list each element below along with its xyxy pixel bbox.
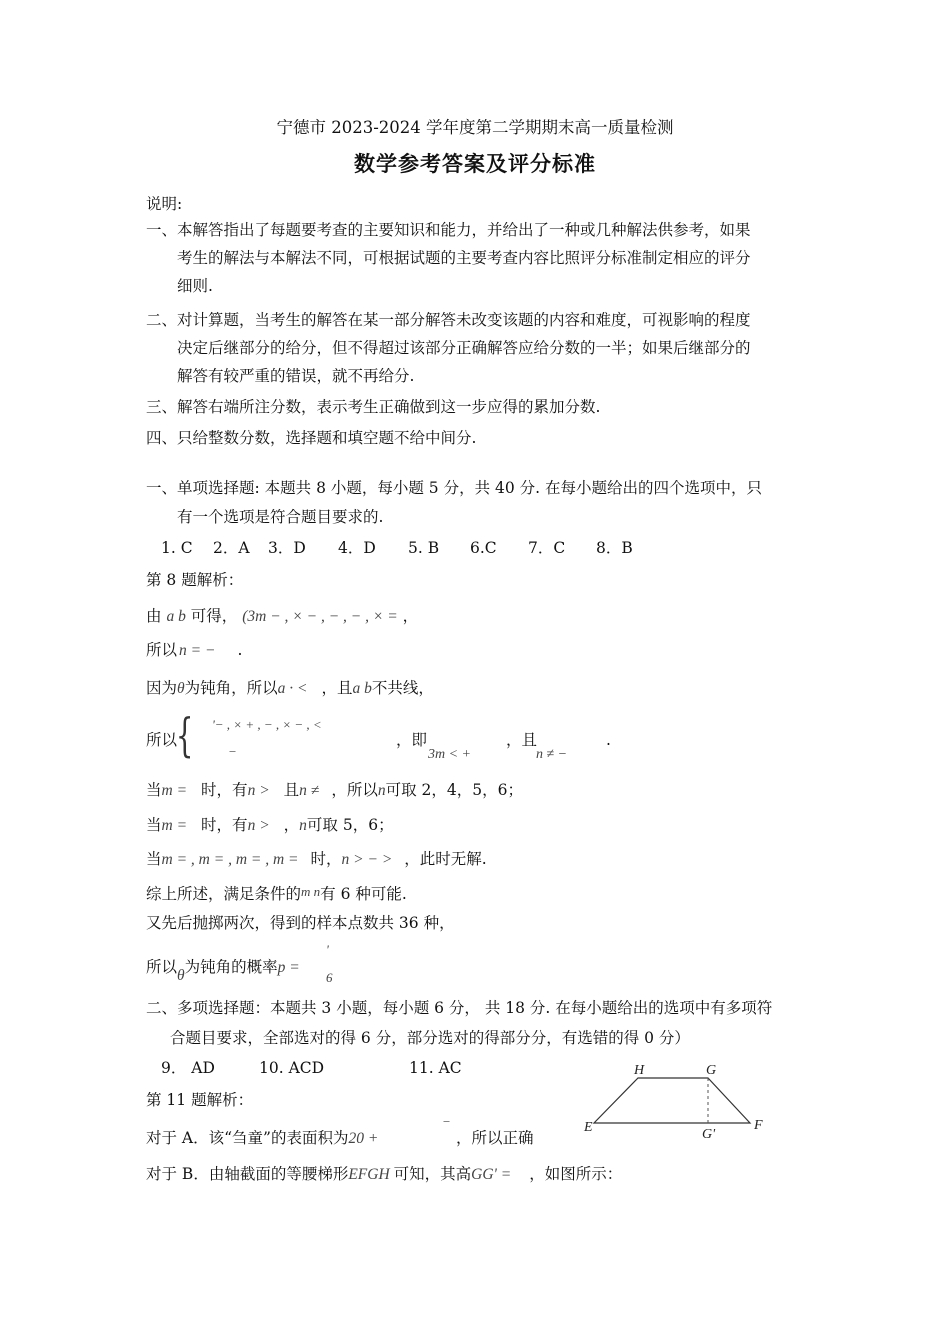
label-g: G bbox=[706, 1063, 717, 1078]
q8-line-2: 所以 n = − . bbox=[146, 641, 243, 659]
q8-heading: 第 8 题解析： bbox=[146, 571, 244, 589]
q8-system-row-1: '− , × + , − , × − , < bbox=[212, 717, 322, 732]
note-1-line-1: 一、本解答指出了每题要考查的主要知识和能力，并给出了一种或几种解法供参考，如果 bbox=[146, 221, 751, 239]
left-brace: { bbox=[175, 708, 194, 762]
notes-heading: 说明: bbox=[146, 195, 183, 213]
q8-system-row-2: − bbox=[228, 744, 237, 759]
answer-5: 5. B bbox=[408, 539, 440, 557]
q8-line-9: 又先后抛掷两次，得到的样本点数共 36 种， bbox=[146, 914, 455, 932]
note-4: 四、只给整数分数，选择题和填空题不给中间分. bbox=[146, 429, 477, 447]
answer-10: 10. ACD bbox=[259, 1059, 325, 1077]
q8-vectors-ab: a b bbox=[166, 608, 186, 625]
section-1-intro-line-2: 有一个选项是符合题目要求的. bbox=[177, 508, 384, 526]
section-2-answers bbox=[161, 1058, 462, 1078]
note-2-line-3: 解答有较严重的错误，就不再给分. bbox=[177, 367, 415, 385]
label-e: E bbox=[584, 1120, 593, 1135]
answer-8: 8．B bbox=[596, 539, 633, 557]
q8-n-not-equal: n ≠ − bbox=[536, 747, 568, 762]
label-h: H bbox=[634, 1063, 645, 1078]
label-g-prime: G' bbox=[702, 1127, 716, 1142]
answer-9: 9． AD bbox=[161, 1059, 215, 1077]
answer-1: 1. C bbox=[161, 539, 193, 557]
q8-collinear-equation: (3m − , × − , − , − , × = bbox=[242, 608, 398, 625]
note-2-line-2: 决定后继部分的给分，但不得超过该部分正确解答应给分数的一半；如果后继部分的 bbox=[177, 339, 751, 357]
answer-6: 6.C bbox=[470, 539, 497, 557]
q11-height: GG' = bbox=[471, 1166, 512, 1183]
q8-line-8: 综上所述，满足条件的m n有 6 种可能. bbox=[146, 884, 407, 903]
q8-line-5: 当m = 时，有n > 且n ≠ ，所以n可取 2，4，5，6； bbox=[146, 781, 523, 799]
q11-trapezoid-name: EFGH bbox=[348, 1166, 390, 1183]
q8-line-3: 因为θ为钝角，所以a · < ，且a b不共线， bbox=[146, 679, 434, 697]
note-1-line-2: 考生的解法与本解法不同，可根据试题的主要考查内容比照评分标准制定相应的评分 bbox=[177, 249, 751, 267]
q8-n-expression: n = − bbox=[179, 642, 216, 659]
probability-denominator: 6 bbox=[326, 970, 333, 985]
section-1-answers bbox=[161, 538, 646, 558]
q11-option-a: 对于 A．该“刍童”的表面积为20 + bbox=[146, 1129, 379, 1147]
trapezoid-efgh bbox=[594, 1078, 750, 1123]
q8-line-1: 由 a b 可得， (3m − , × − , − , − , × = ， bbox=[146, 607, 419, 625]
q11-heading: 第 11 题解析： bbox=[146, 1091, 254, 1109]
section-2-intro-line-2: 合题目要求，全部选对的得 6 分，部分选对的得部分分，有选错的得 0 分） bbox=[170, 1029, 690, 1047]
note-2-line-1: 二、对计算题，当考生的解答在某一部分解答未改变该题的内容和难度，可视影响的程度 bbox=[146, 311, 751, 329]
q8-line-4-label: 所以 bbox=[146, 731, 178, 749]
q8-line-6: 当m = 时，有n > ，n可取 5，6； bbox=[146, 816, 394, 834]
answer-3: 3．D bbox=[268, 539, 306, 557]
answer-sheet-page: 宁德市 2023-2024 学年度第二学期期末高一质量检测 数学参考答案及评分标准 说明: 一、本解答指出了每题要考查的主要知识和能力，并给出了一种或几种解法供参考，如果 考生的解法与本解法不同，可根据试题的主要考查内容比照评分标准制定相应的评分 细则. 二、对计算题，当考生的解答在某一部分解答未改变该题的内容和难度，可视影响的程度 决定后继部分的给分，但不得超过该部分正确解答应给分数的一半；如果后继部分的 解答有较严重的错误，就不再给分. 三、解答右端所注分数，表示考生正确做到这一步应得的累加分数. 四、只给整数分数，选择题和填空题不给中间分. 一、单项选择题: 本题共 8 小题，每小题 5 分，共 40 分. 在每小题给出的四个选项中，只 有一个选项是符合题目要求的. 1. C 2．A 3．D 4．D 5. B 6.C 7．C 8．B 第 8 题解析： 由 a b 可得， (3m − , × − , − , − , × = ， 所以 n = − . 因为θ为钝角，所以a · < ，且a b不共线， 所以 { '− , × + , − , × − , < − ，即 3m < + ，且 n ≠ − . 当m = 时，有n > 且n ≠ ，所以n可取 2，4，5，6； 当m = 时，有n > ，n可取 5，6； 当m = , m = , m = , m = 时，n > − > ，此时无解. 综上所述，满足条件的m n有 6 种可能. 又先后抛掷两次，得到的样本点数共 36 种， 所以θ为钝角的概率p = ' 6 二、多项选择题：本题共 3 小题，每小题 6 分， 共 18 分. 在每小题给出的选项中有多项符 合题目要求，全部选对的得 6 分，部分选对的得部分分，有选错的得 0 分） 9． AD 10. ACD 11. AC 第 11 题解析： 对于 A．该“刍童”的表面积为20 + − ，所以正确 对于 B．由轴截面的等腰梯形EFGH 可知，其高GG' = ，如图所示： H G E G' F bbox=[0, 0, 950, 1344]
q8-dot-product: a · < bbox=[277, 680, 308, 697]
answer-4: 4．D bbox=[338, 539, 376, 557]
answer-11: 11. AC bbox=[409, 1059, 462, 1077]
q8-simplified-inequality: 3m < + bbox=[428, 747, 472, 762]
note-1-line-3: 细则. bbox=[177, 277, 213, 295]
trapezoid-figure bbox=[578, 1058, 778, 1148]
q11-option-b: 对于 B．由轴截面的等腰梯形EFGH 可知，其高GG' = ，如图所示： bbox=[146, 1165, 623, 1183]
section-2-intro-line-1: 二、多项选择题：本题共 3 小题，每小题 6 分， 共 18 分. 在每小题给出的选项中有多项符 bbox=[146, 999, 773, 1017]
q8-line-7: 当m = , m = , m = , m = 时，n > − > ，此时无解. bbox=[146, 850, 487, 868]
q11-surface-area: 20 + bbox=[348, 1130, 379, 1147]
label-f: F bbox=[754, 1118, 763, 1133]
q8-theta: θ bbox=[177, 680, 185, 697]
exam-title: 宁德市 2023-2024 学年度第二学期期末高一质量检测 bbox=[276, 118, 674, 137]
answer-key-title: 数学参考答案及评分标准 bbox=[354, 151, 596, 176]
section-1-intro-line-1: 一、单项选择题: 本题共 8 小题，每小题 5 分，共 40 分. 在每小题给出的四个选项中，只 bbox=[146, 479, 763, 497]
note-3: 三、解答右端所注分数，表示考生正确做到这一步应得的累加分数. bbox=[146, 398, 601, 416]
q8-line-10-label: 所以θ为钝角的概率p = bbox=[146, 958, 300, 984]
answer-2: 2．A bbox=[213, 539, 250, 557]
probability-numerator: ' bbox=[326, 942, 329, 957]
answer-7: 7．C bbox=[528, 539, 566, 557]
